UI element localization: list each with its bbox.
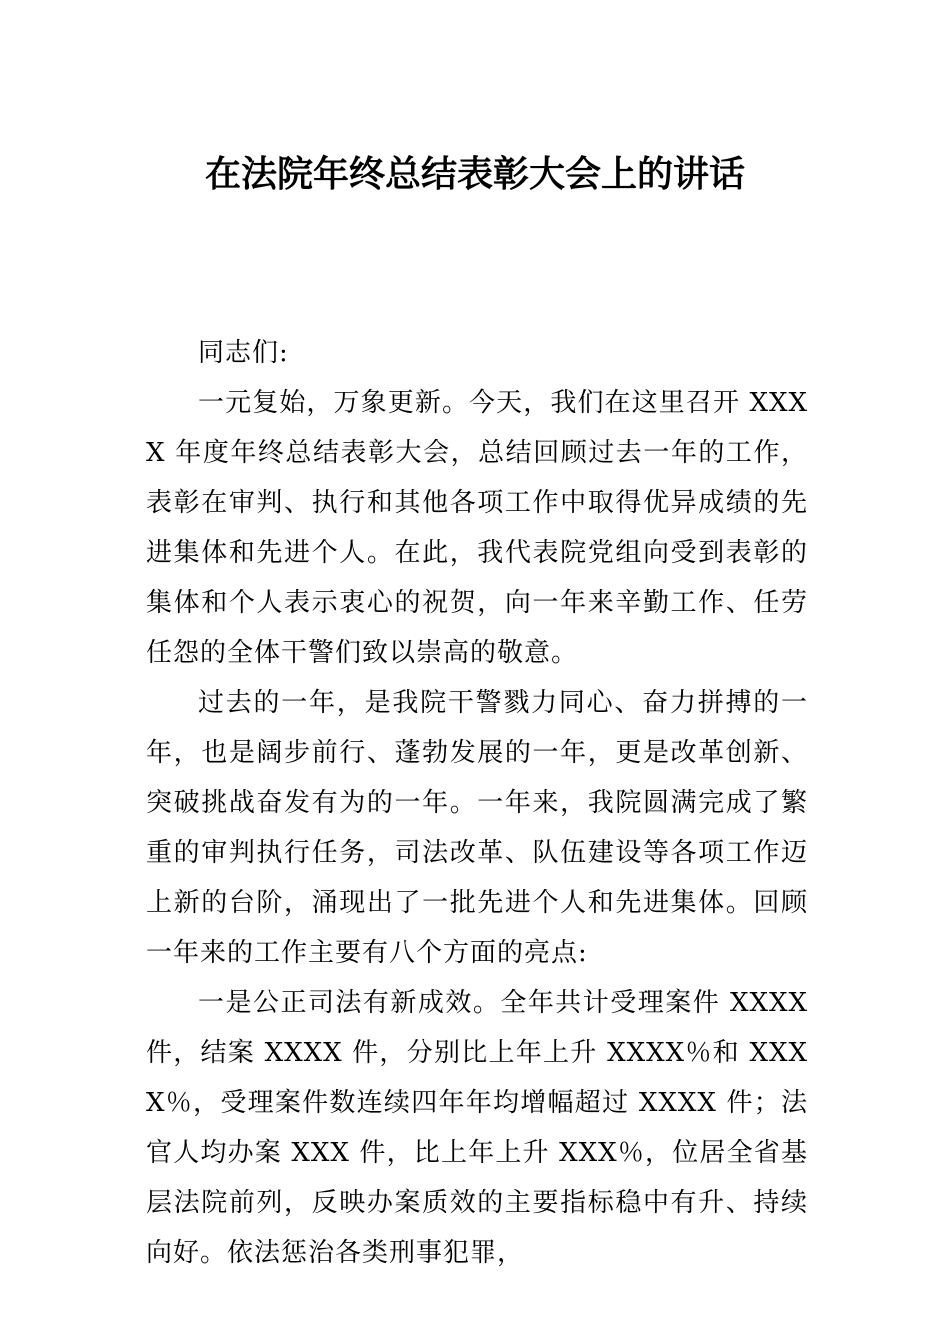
opening-paragraph: 一元复始，万象更新。今天，我们在这里召开 XXXX 年度年终总结表彰大会，总结回顾过去一年的工作，表彰在审判、执行和其他各项工作中取得优异成绩的先进集体和先进个人。在此，我代表院党组向受到表彰的集体和个人表示衷心的祝贺，向一年来辛勤工作、任劳任怨的全体干警们致以崇高的敬意。 bbox=[146, 388, 808, 668]
salutation-paragraph: 同志们: bbox=[198, 338, 289, 368]
highlight-one-paragraph: 一是公正司法有新成效。全年共计受理案件 XXXX 件，结案 XXXX 件，分别比上年上升 XXXX％和 XXXX％，受理案件数连续四年年均增幅超过 XXXX 件；法官人均办案 XXX 件，比上年上升 XXX％，位居全省基层法院前列，反映办案质效的主要指标稳中有升、持续向好。依法惩治各类刑事犯罪， bbox=[146, 988, 808, 1268]
document-title: 在法院年终总结表彰大会上的讲话 bbox=[204, 153, 745, 195]
document-body bbox=[146, 328, 808, 1278]
review-paragraph: 过去的一年，是我院干警戮力同心、奋力拼搏的一年，也是阔步前行、蓬勃发展的一年，更是改革创新、突破挑战奋发有为的一年。一年来，我院圆满完成了繁重的审判执行任务，司法改革、队伍建设等各项工作迈上新的台阶，涌现出了一批先进个人和先进集体。回顾一年来的工作主要有八个方面的亮点: bbox=[146, 688, 808, 968]
